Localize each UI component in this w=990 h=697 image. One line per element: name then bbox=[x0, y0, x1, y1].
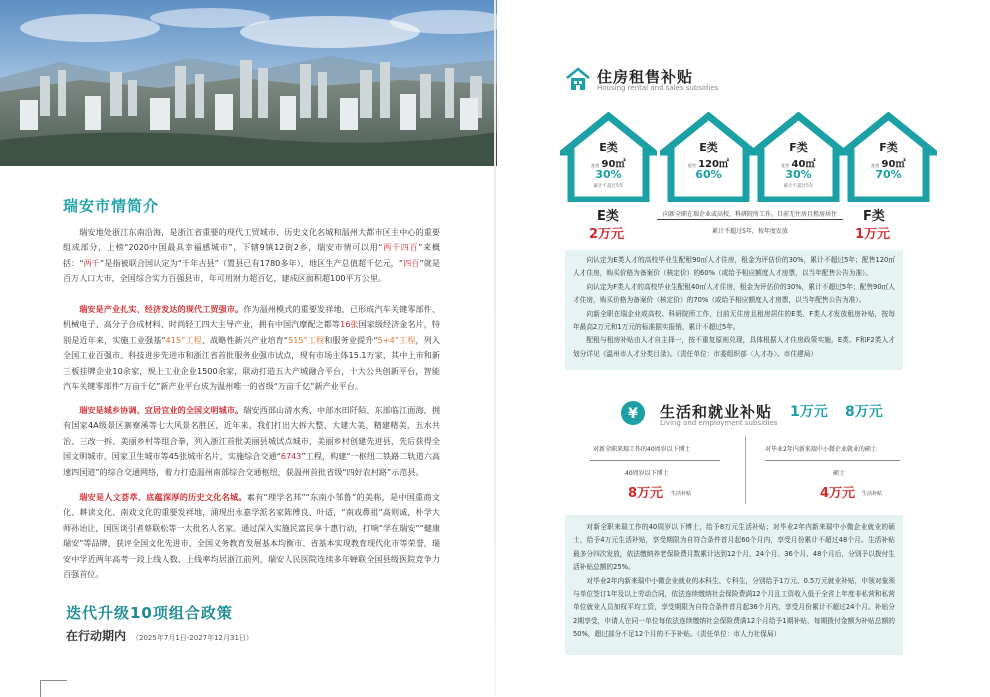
life-left-amount: 8万元 bbox=[628, 486, 664, 501]
house-percent: 30% bbox=[785, 168, 812, 181]
life-detail-box bbox=[565, 515, 903, 655]
housing-detail-note: 配租与租房补贴由人才自主择一，按不重复原则兑现，具体根据人才住房政策实施，E类、F和F2类人才划分详见《温州市人才分类目录》。（责任单位：市委组织部〈人才办〉、市住建局） bbox=[573, 336, 895, 358]
house-card-f-sale bbox=[840, 112, 937, 202]
city-lead: 瑞安是城乡协调、宜居宜业的全国文明城市。 bbox=[79, 405, 244, 415]
city-text: 瑞安西部山清水秀、中部水田阡陌、东部临江面海，拥有国家4A级景区寨寮溪等七大风景名胜区，近年来，我们打出大拆大整、大建大美、精建精美，五水共治、三改一拆、美丽乡村等组合拳，列入浙江首批美丽县城试点城市，美丽乡村创建先进县，先后获得全国文明城市、国家卫生城市等45张城市名片，实施综合交通“ bbox=[63, 405, 440, 462]
city-text: ”工程，构建“一枢纽二铁路二轨道六高速四国道”的综合交通网络，着力打造温州南部综合交通枢纽，获温州首批省级“四好农村路”示范县。 bbox=[63, 451, 440, 477]
rent-subsidy-row bbox=[585, 205, 900, 245]
life-right-amount: 4万元 bbox=[820, 486, 856, 501]
intro-text: 瑞安地处浙江东南沿海，是浙江省重要的现代工贸城市、历史文化名城和温州大都市区主中心的重要组成部分，上榜“2020中国最具幸福感城市”，下辖9镇12街2乡，瑞安市情可以用“ bbox=[63, 227, 440, 253]
house-percent: 60% bbox=[695, 168, 722, 181]
intro-text: ”是指被联合国认定为“千年古县”（置县已有1780多年），地区生产总值超千亿元，“ bbox=[99, 257, 404, 268]
industry-text: 作为温州模式的重要发祥地，已形成汽车关键零部件、机械电子、高分子合成材料、时尚轻工四大主导产业，拥有中国汽摩配之都等 bbox=[63, 304, 440, 330]
life-subtitle: Living and employment subsidies bbox=[660, 419, 778, 427]
house-category: E类 bbox=[699, 141, 718, 154]
life-right-target: 硕士 bbox=[833, 470, 846, 477]
house-note: 累计不超过5年 bbox=[593, 184, 624, 189]
policy-subtitle bbox=[66, 627, 253, 644]
life-vertical-divider bbox=[745, 436, 746, 504]
city-paragraph bbox=[63, 403, 440, 480]
life-right-tag: 生活补贴 bbox=[862, 491, 883, 497]
housing-detail-f: 向认定为F类人才的高校毕业生配租40㎡人才住房，租金为评估价的30%，累计不超过5年；配售90㎡人才住房，购买价格为备案价（核定价）的70%（或给予相应额度人才房票，以当年配售公告为准）。 bbox=[573, 282, 895, 305]
housing-detail-rent: 向新全职在瑞企业或高校、科研院所工作，目前无住房且租房居住的E类、F类人才发放租房补贴，按每年最高2万元和1万元的标准据实报销，累计不超过5年。 bbox=[573, 309, 895, 332]
highlight-two-thousand: 两千 bbox=[83, 257, 100, 268]
area-prefix: 配售 bbox=[871, 163, 880, 168]
highlight-two-thousand-four-hundred: 两千四百 bbox=[382, 242, 419, 253]
highlight-four-hundred: 四百 bbox=[403, 257, 420, 268]
area-prefix: 配售 bbox=[591, 163, 600, 168]
housing-subtitle: Housing rental and sales subsidies bbox=[597, 84, 719, 92]
housing-detail-box bbox=[565, 250, 903, 370]
industry-paragraph bbox=[63, 302, 440, 394]
house-card-e-rent bbox=[560, 112, 657, 202]
life-left-question: 对新全职来瑞工作的40周岁以下博士 bbox=[593, 446, 691, 453]
house-card-e-sale bbox=[660, 112, 757, 202]
intro-paragraph bbox=[63, 225, 440, 287]
housing-title: 住房租售补贴 bbox=[597, 68, 694, 86]
ef-right-amount: 1万元 bbox=[855, 227, 891, 242]
culture-text: 素有“理学名邦”“东南小邹鲁”的美称，是中国重商文化、耕读文化、南戏文化的重要发祥地，涌现出永嘉学派名家陈傅良、叶适，“南戏鼻祖”高则诚，朴学大师孙诒让，国医谈引者蔡联松等一大批名人名家。通过深入实施民富民享十惠行动，打响“学在瑞安”“健康瑞安”等品牌，获评全国文化先进市、全国义务教育发展基本均衡市、省基本实现教育现代化市等荣誉，瑞安中学近两年高考一段上线人数、上线率均居浙江前列，瑞安人民医院连续多年蝉联全国县级医院竞争力百强首位。 bbox=[63, 492, 440, 580]
industry-text: 和服务业提升“ bbox=[324, 334, 378, 345]
culture-lead: 瑞安是人文荟萃、底蕴深厚的历史文化名城。 bbox=[79, 492, 247, 502]
life-amount-1: 1万元 bbox=[790, 404, 828, 420]
house-category: F类 bbox=[789, 141, 808, 154]
culture-paragraph bbox=[63, 490, 440, 582]
life-detail-graduates: 对新全职来瑞工作的40周岁以下博士，给予8万元生活补贴；对毕业2年内新来瑞中小微企业就业的硕士，给予4万元生活补贴，享受期限为自符合条件首月起60个月内，享受月份累计不超过48个月。生活补贴最多分四次发放，依法缴纳养老保险费月数累计达到12个月、24个月、36个月、48个月后，分别予以拨付生活补贴总额的25%。 bbox=[573, 523, 895, 572]
policy-subtitle-text: 在行动期内 bbox=[66, 629, 127, 643]
life-left-divider bbox=[590, 460, 720, 461]
section-title-city-intro: 瑞安市情简介 bbox=[63, 197, 160, 215]
life-right-divider bbox=[765, 460, 900, 461]
life-left-tag: 生活补贴 bbox=[671, 491, 692, 497]
area-value: 90㎡ bbox=[881, 159, 906, 170]
industry-lead: 瑞安是产业扎实、经济发达的现代工贸强市。 bbox=[79, 304, 244, 314]
left-page bbox=[0, 0, 495, 696]
highlight-5-4: 5+4”工程 bbox=[377, 334, 416, 345]
ef-condition: 向新全职在瑞企业或高校、科研院所工作，目前无住房且租房居住 bbox=[662, 211, 837, 218]
money-icon bbox=[620, 400, 646, 426]
highlight-415: 415”工程 bbox=[165, 334, 202, 345]
ef-left-amount: 2万元 bbox=[589, 227, 625, 242]
life-amount-2: 8万元 bbox=[845, 404, 883, 420]
area-value: 90㎡ bbox=[601, 159, 626, 170]
intro-text: ”来概括：“ bbox=[63, 242, 440, 268]
area-prefix: 配售 bbox=[688, 163, 697, 168]
page-gutter bbox=[494, 0, 496, 696]
policy-date: （2025年7月1日-2027年12月31日） bbox=[132, 634, 253, 642]
policy-title: 迭代升级10项组合政策 bbox=[66, 604, 233, 622]
house-card-f-rent bbox=[750, 112, 847, 202]
svg-text:¥: ¥ bbox=[628, 406, 638, 422]
area-value: 120㎡ bbox=[698, 159, 729, 170]
house-note: 累计不超过5年 bbox=[783, 184, 814, 189]
house-category: F类 bbox=[879, 141, 898, 154]
house-category: E类 bbox=[599, 141, 618, 154]
house-icon bbox=[565, 66, 591, 92]
industry-text: ，列入全国工业百强市、科技进步先进市和浙江省首批服务业强市试点，现有市场主体15.1万家，其中上市和新三板挂牌企业10余家，规上工业企业1500余家，联动打造五大产城融合平台，十大公共创新平台，智能汽车关键零部件“万亩千亿”新产业平台成为温州唯一的省级“万亩千亿”新产业平台。 bbox=[63, 334, 440, 392]
ef-duration: 累计不超过5年，按年度发放 bbox=[712, 228, 788, 235]
city-skyline-photo bbox=[0, 0, 497, 166]
area-prefix: 配售 bbox=[781, 163, 790, 168]
highlight-6743: 6743 bbox=[280, 451, 302, 462]
life-detail-employment: 对毕业2年内新来瑞中小微企业就业的本科生、专科生，分别给予1万元、0.5万元就业补贴，申领对象须与单位签订1年及以上劳动合同，依法连续缴纳社会保险费满12个月且工资收入低于全省上年度非私营和私营单位就业人员加权平均工资，享受期限为自符合条件首月起36个月内，享受月份累计不超过24个月。补贴分2期享受，申请人在同一单位每依法连续缴纳社会保险费满12个月给予1期补贴，每期拨付金额为补贴总额的50%，超过部分不足12个月的不予补贴。（责任单位：市人力社保局） bbox=[573, 576, 895, 639]
industry-text: 国家级经济金名片，特别是近年来，实施工业强基“ bbox=[63, 319, 440, 345]
life-left-target: 40周岁以下博士 bbox=[625, 470, 669, 477]
house-cards bbox=[560, 112, 990, 202]
life-right-question: 对毕业2年内新来瑞中小微企业就业的硕士 bbox=[765, 446, 877, 453]
highlight-16: 16张 bbox=[340, 319, 359, 330]
highlight-515: 515”工程 bbox=[288, 334, 325, 345]
life-title: 生活和就业补贴 bbox=[660, 403, 773, 421]
house-percent: 30% bbox=[595, 168, 622, 181]
ef-divider bbox=[657, 219, 843, 220]
industry-text: 、战略性新兴产业培育“ bbox=[201, 334, 289, 345]
ef-right-category: F类 bbox=[863, 209, 885, 224]
house-percent: 70% bbox=[875, 168, 902, 181]
housing-detail-e: 向认定为E类人才的高校毕业生配租90㎡人才住房，租金为评估价的30%，累计不超过5年；配售120㎡人才住房，购买价格为备案价（核定价）的60%（或给予相应额度人才房票，以当年配售公告为准）。 bbox=[573, 256, 895, 278]
intro-text: ”就是百万人口大市，全国综合实力百强县市，年可用财力超百亿，建成区面积超100平方公里。 bbox=[63, 257, 440, 284]
corner-mark bbox=[40, 680, 67, 697]
ef-left-category: E类 bbox=[597, 209, 619, 224]
area-value: 40㎡ bbox=[791, 159, 816, 170]
